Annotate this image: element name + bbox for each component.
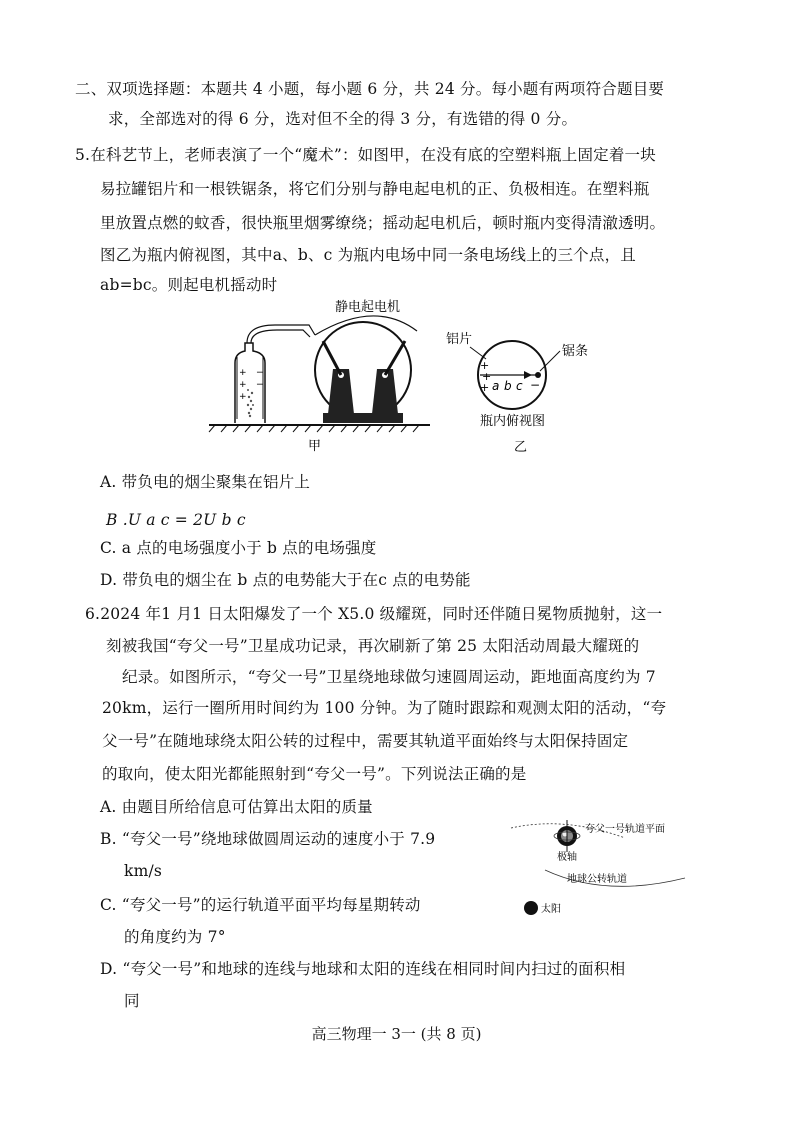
svg-text:+: + [239, 392, 247, 402]
sun-icon [524, 901, 538, 915]
point-a: a [492, 379, 500, 393]
svg-text:+: + [239, 368, 247, 378]
q6-option-d-line2: 同 [124, 992, 140, 1010]
label-yi: 乙 [514, 440, 528, 455]
saw-label: 锯条 [562, 344, 589, 359]
q6-line-4: 20km，运行一圈所用时间约为 100 分钟。为了随时跟踪和观测太阳的活动，“夸 [102, 699, 667, 717]
orbit-plane-label: 夸父一号轨道平面 [585, 824, 665, 835]
q6-line-6: 的取向，使太阳光都能照射到“夸父一号”。下列说法正确的是 [102, 765, 527, 783]
q5-option-a: A. 带负电的烟尘聚集在铝片上 [100, 473, 311, 491]
page-footer: 高三物理一 3一 (共 8 页) [311, 1025, 482, 1043]
point-c: c [516, 379, 523, 393]
q5-option-c: C. a 点的电场强度小于 b 点的电场强度 [100, 539, 377, 557]
q6-option-b-line1: B. “夸父一号”绕地球做圆周运动的速度小于 7.9 [100, 830, 436, 848]
q5-line-4: 图乙为瓶内俯视图，其中a、b、c 为瓶内电场中同一条电场线上的三个点，且 [100, 246, 636, 264]
top-view-label: 瓶内俯视图 [480, 414, 546, 429]
earth-orbit-label: 地球公转轨道 [567, 874, 627, 885]
q6-option-c-line2: 的角度约为 7° [124, 928, 226, 946]
q5-line-3: 里放置点燃的蚊香，很快瓶里烟雾缭绕；摇动起电机后，顿时瓶内变得清澈透明。 [100, 214, 666, 232]
generator-label: 静电起电机 [335, 300, 401, 315]
q6-line-3: 纪录。如图所示，“夸父一号”卫星绕地球做匀速圆周运动，距地面高度约为 7 [122, 668, 656, 686]
point-b: b [504, 379, 512, 393]
svg-text:−: − [256, 380, 264, 390]
section-heading-line1: 二、双项选择题：本题共 4 小题，每小题 6 分，共 24 分。每小题有两项符合题目要 [75, 80, 665, 98]
q6-option-c-line1: C. “夸父一号”的运行轨道平面平均每星期转动 [100, 896, 421, 914]
q6-line-5: 父一号”在随地球绕太阳公转的过程中，需要其轨道平面始终与太阳保持固定 [102, 732, 629, 750]
plus-1: + [480, 359, 490, 372]
polar-axis-label: 极轴 [557, 852, 577, 863]
q6-option-a: A. 由题目所给信息可估算出太阳的质量 [100, 798, 373, 816]
q5-option-b: B .U a c = 2U b c [106, 511, 246, 529]
q6-line-1: 6.2024 年1 月1 日太阳爆发了一个 X5.0 级耀斑，同时还伴随日冕物质抛射，这一 [85, 605, 663, 623]
plus-2: + [482, 370, 492, 383]
svg-text:+: + [239, 380, 247, 390]
svg-text:−: − [256, 368, 264, 378]
figure-q6-orbit [505, 808, 695, 928]
figure-jia [205, 295, 435, 455]
q6-line-2: 刻被我国“夸父一号”卫星成功记录，再次刷新了第 25 太阳活动周最大耀斑的 [106, 637, 640, 655]
q5-line-1: 5.在科艺节上，老师表演了一个“魔术”：如图甲，在没有底的空塑料瓶上固定着一块 [75, 146, 656, 164]
q6-option-b-line2: km/s [124, 862, 163, 880]
section-heading-line2: 求，全部选对的得 6 分，选对但不全的得 3 分，有选错的得 0 分。 [108, 110, 578, 128]
q5-line-5: ab=bc。则起电机摇动时 [100, 276, 278, 294]
figure-yi [440, 325, 615, 460]
plus-3: + [480, 381, 490, 394]
label-jia: 甲 [308, 439, 322, 454]
aluminum-label: 铝片 [446, 332, 473, 347]
q5-line-2: 易拉罐铝片和一根铁锯条，将它们分别与静电起电机的正、负极相连。在塑料瓶 [100, 180, 650, 198]
q6-option-d-line1: D. “夸父一号”和地球的连线与地球和太阳的连线在相同时间内扫过的面积相 [100, 960, 626, 978]
minus-sign: − [530, 378, 541, 392]
q5-option-d: D. 带负电的烟尘在 b 点的电势能大于在c 点的电势能 [100, 571, 471, 589]
sun-label: 太阳 [541, 904, 561, 915]
